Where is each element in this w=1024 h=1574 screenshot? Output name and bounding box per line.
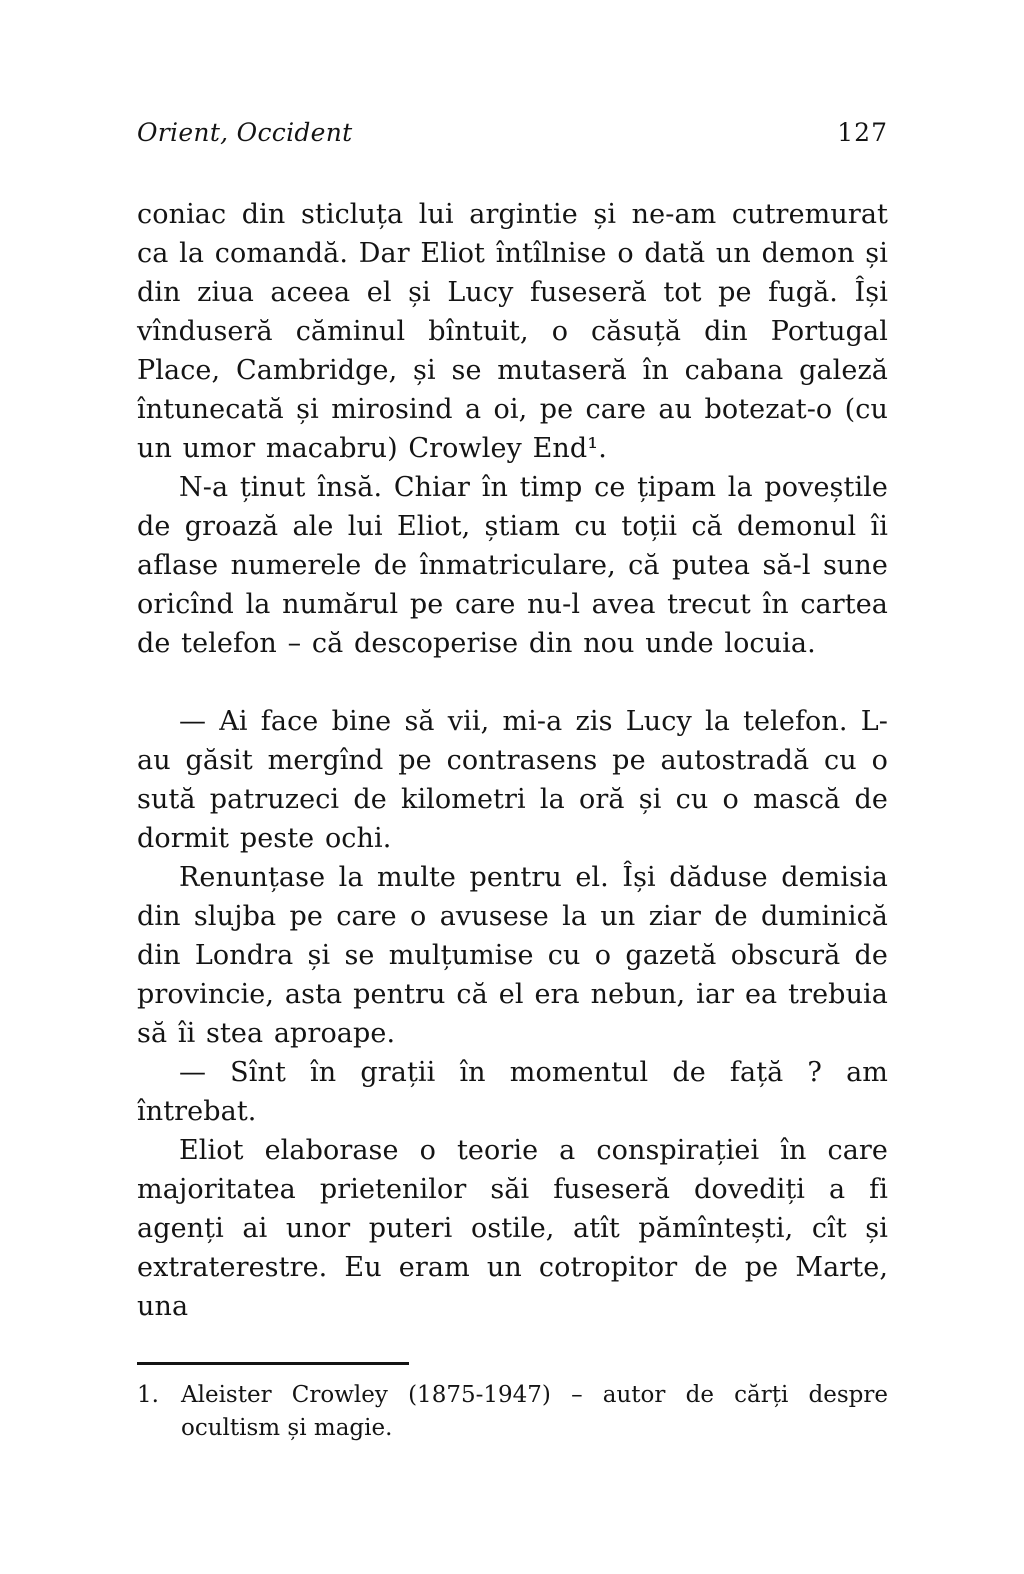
- footnote-number: 1.: [137, 1382, 159, 1408]
- running-title: Orient, Occident: [137, 118, 353, 147]
- footnote-divider: [137, 1362, 409, 1365]
- paragraph: coniac din sticluța lui argintie și ne-am cutremurat ca la comandă. Dar Eliot întîlnise o dată un demon și din ziua aceea el și Lucy fuseseră tot pe fugă. Își vînduseră căminul bîntuit, o căsuță din Portugal Place, Cambridge, și se mutaseră în cabana galeză întunecată și mirosind a oi, pe care au botezat-o (cu un umor macabru) Crowley End¹.: [137, 199, 888, 464]
- page-body: [137, 195, 888, 1326]
- footnote-item: [137, 1379, 888, 1445]
- paragraph: Eliot elaborase o teorie a conspirației în care majoritatea prietenilor săi fuseseră dovediți a fi agenți ai unor puteri ostile, atît pămîntești, cît și extraterestre. Eu eram un cotropitor de pe Marte, una: [137, 1135, 888, 1322]
- footnote-text: Aleister Crowley (1875-1947) – autor de cărți despre ocultism și magie.: [181, 1382, 888, 1441]
- footnote: [137, 1362, 888, 1445]
- paragraph: Renunțase la multe pentru el. Își dăduse demisia din slujba pe care o avusese la un ziar de duminică din Londra și se mulțumise cu o gazetă obscură de provincie, asta pentru că el era nebun, iar ea trebuia să îi stea aproape.: [137, 862, 888, 1049]
- page-header: [137, 118, 888, 147]
- paragraph: — Sînt în grații în momentul de față ? am întrebat.: [137, 1057, 888, 1127]
- paragraph: — Ai face bine să vii, mi-a zis Lucy la telefon. L-au găsit mergînd pe contrasens pe autostradă cu o sută patruzeci de kilometri la oră și cu o mască de dormit peste ochi.: [137, 706, 888, 854]
- paragraph: N-a ținut însă. Chiar în timp ce țipam la poveștile de groază ale lui Eliot, știam cu toții că demonul îi aflase numerele de înmatriculare, că putea să-l sune oricînd la numărul pe care nu-l avea trecut în cartea de telefon – că descoperise din nou unde locuia.: [137, 472, 888, 659]
- page-number: 127: [837, 118, 888, 147]
